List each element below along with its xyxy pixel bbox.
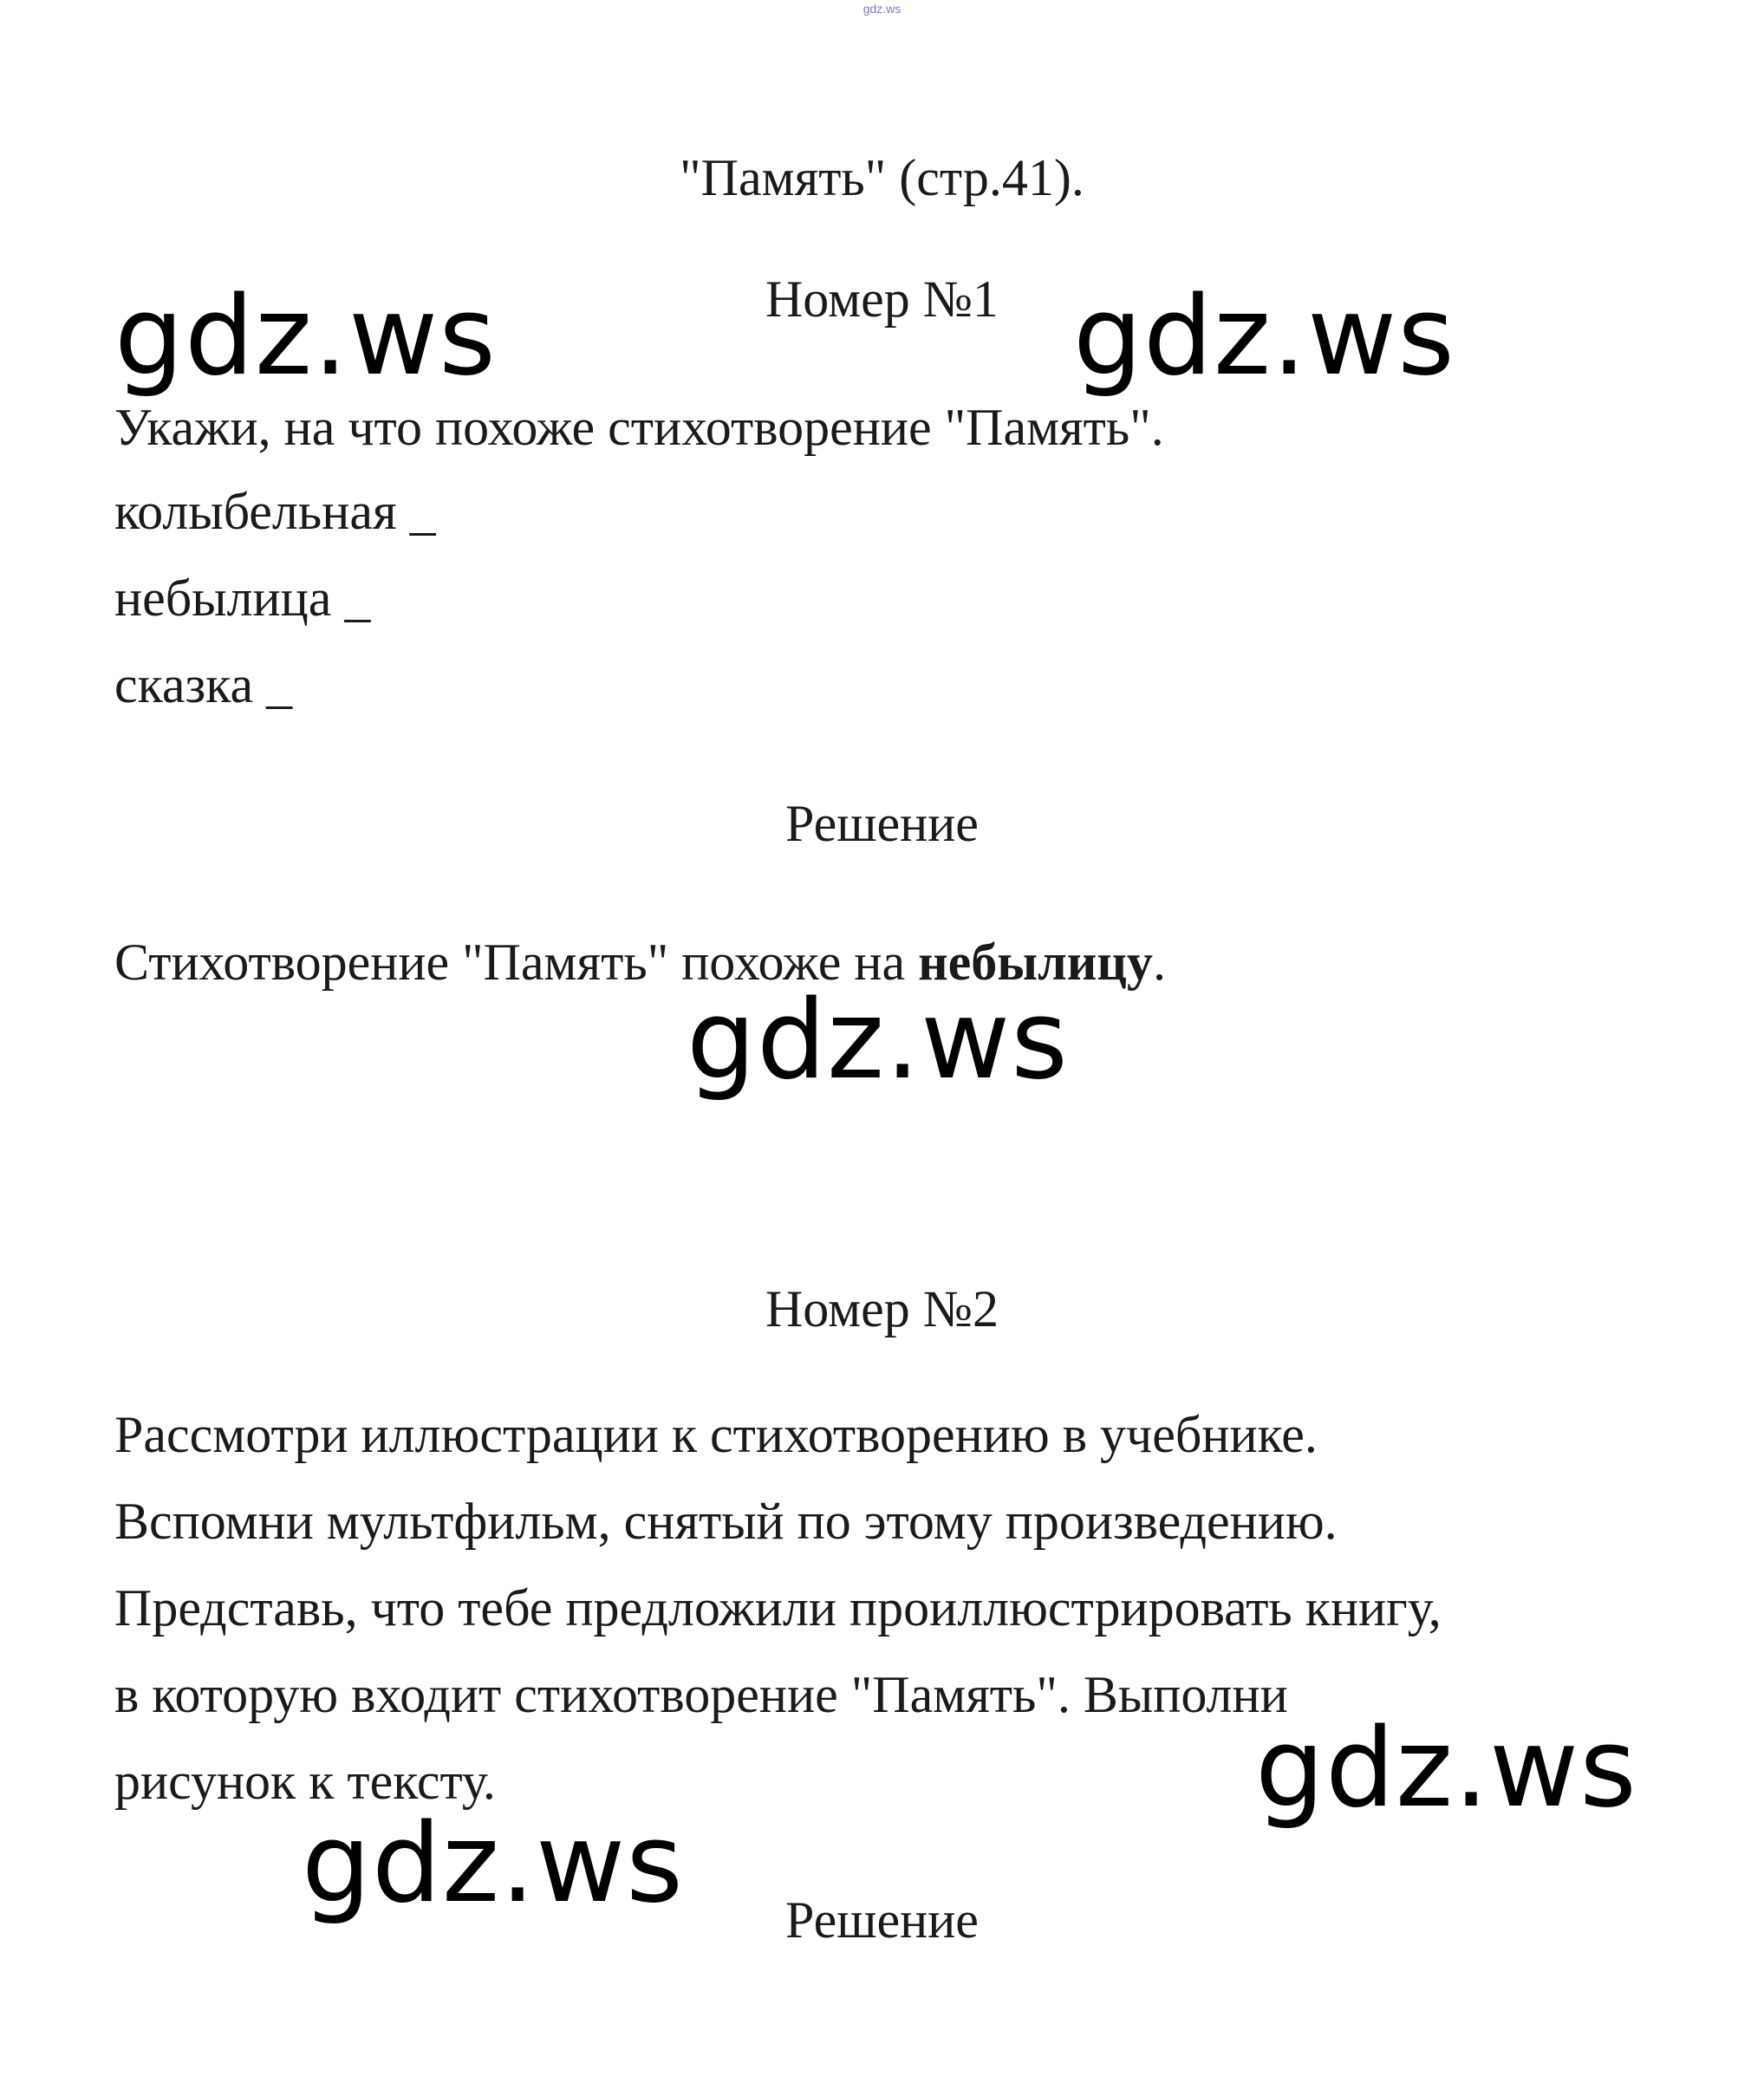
task1-option: колыбельная _	[114, 483, 436, 540]
answer-prefix: Стихотворение "Память" похоже на	[114, 934, 919, 991]
answer-bold: небылицу	[918, 934, 1153, 991]
task2-solution-heading: Решение	[785, 1891, 979, 1949]
task1-option: сказка _	[114, 656, 293, 713]
watermark: gdz.ws	[302, 1799, 684, 1927]
watermark: gdz.ws	[1073, 272, 1455, 400]
task2-heading: Номер №2	[765, 1280, 999, 1337]
watermark: gdz.ws	[114, 272, 497, 400]
task2-line: рисунок к тексту.	[114, 1753, 496, 1810]
watermark: gdz.ws	[687, 976, 1069, 1103]
task1-solution-heading: Решение	[785, 795, 979, 852]
page-title: "Память" (стр.41).	[680, 149, 1084, 206]
answer-suffix: .	[1152, 934, 1166, 991]
task2-line: Представь, что тебе предложили проиллюстрировать книгу,	[114, 1579, 1442, 1637]
task2-line: Вспомни мультфильм, снятый по этому произведению.	[114, 1493, 1338, 1550]
task1-option: небылица _	[114, 569, 371, 627]
top-watermark: gdz.ws	[862, 2, 902, 16]
task2-line: Рассмотри иллюстрации к стихотворению в учебнике.	[114, 1406, 1318, 1463]
task2-line: в которую входит стихотворение "Память". Выполни	[114, 1666, 1288, 1723]
watermark: gdz.ws	[1255, 1704, 1637, 1832]
task1-heading: Номер №1	[765, 270, 999, 328]
task1-question: Укажи, на что похоже стихотворение "Память".	[114, 399, 1164, 456]
